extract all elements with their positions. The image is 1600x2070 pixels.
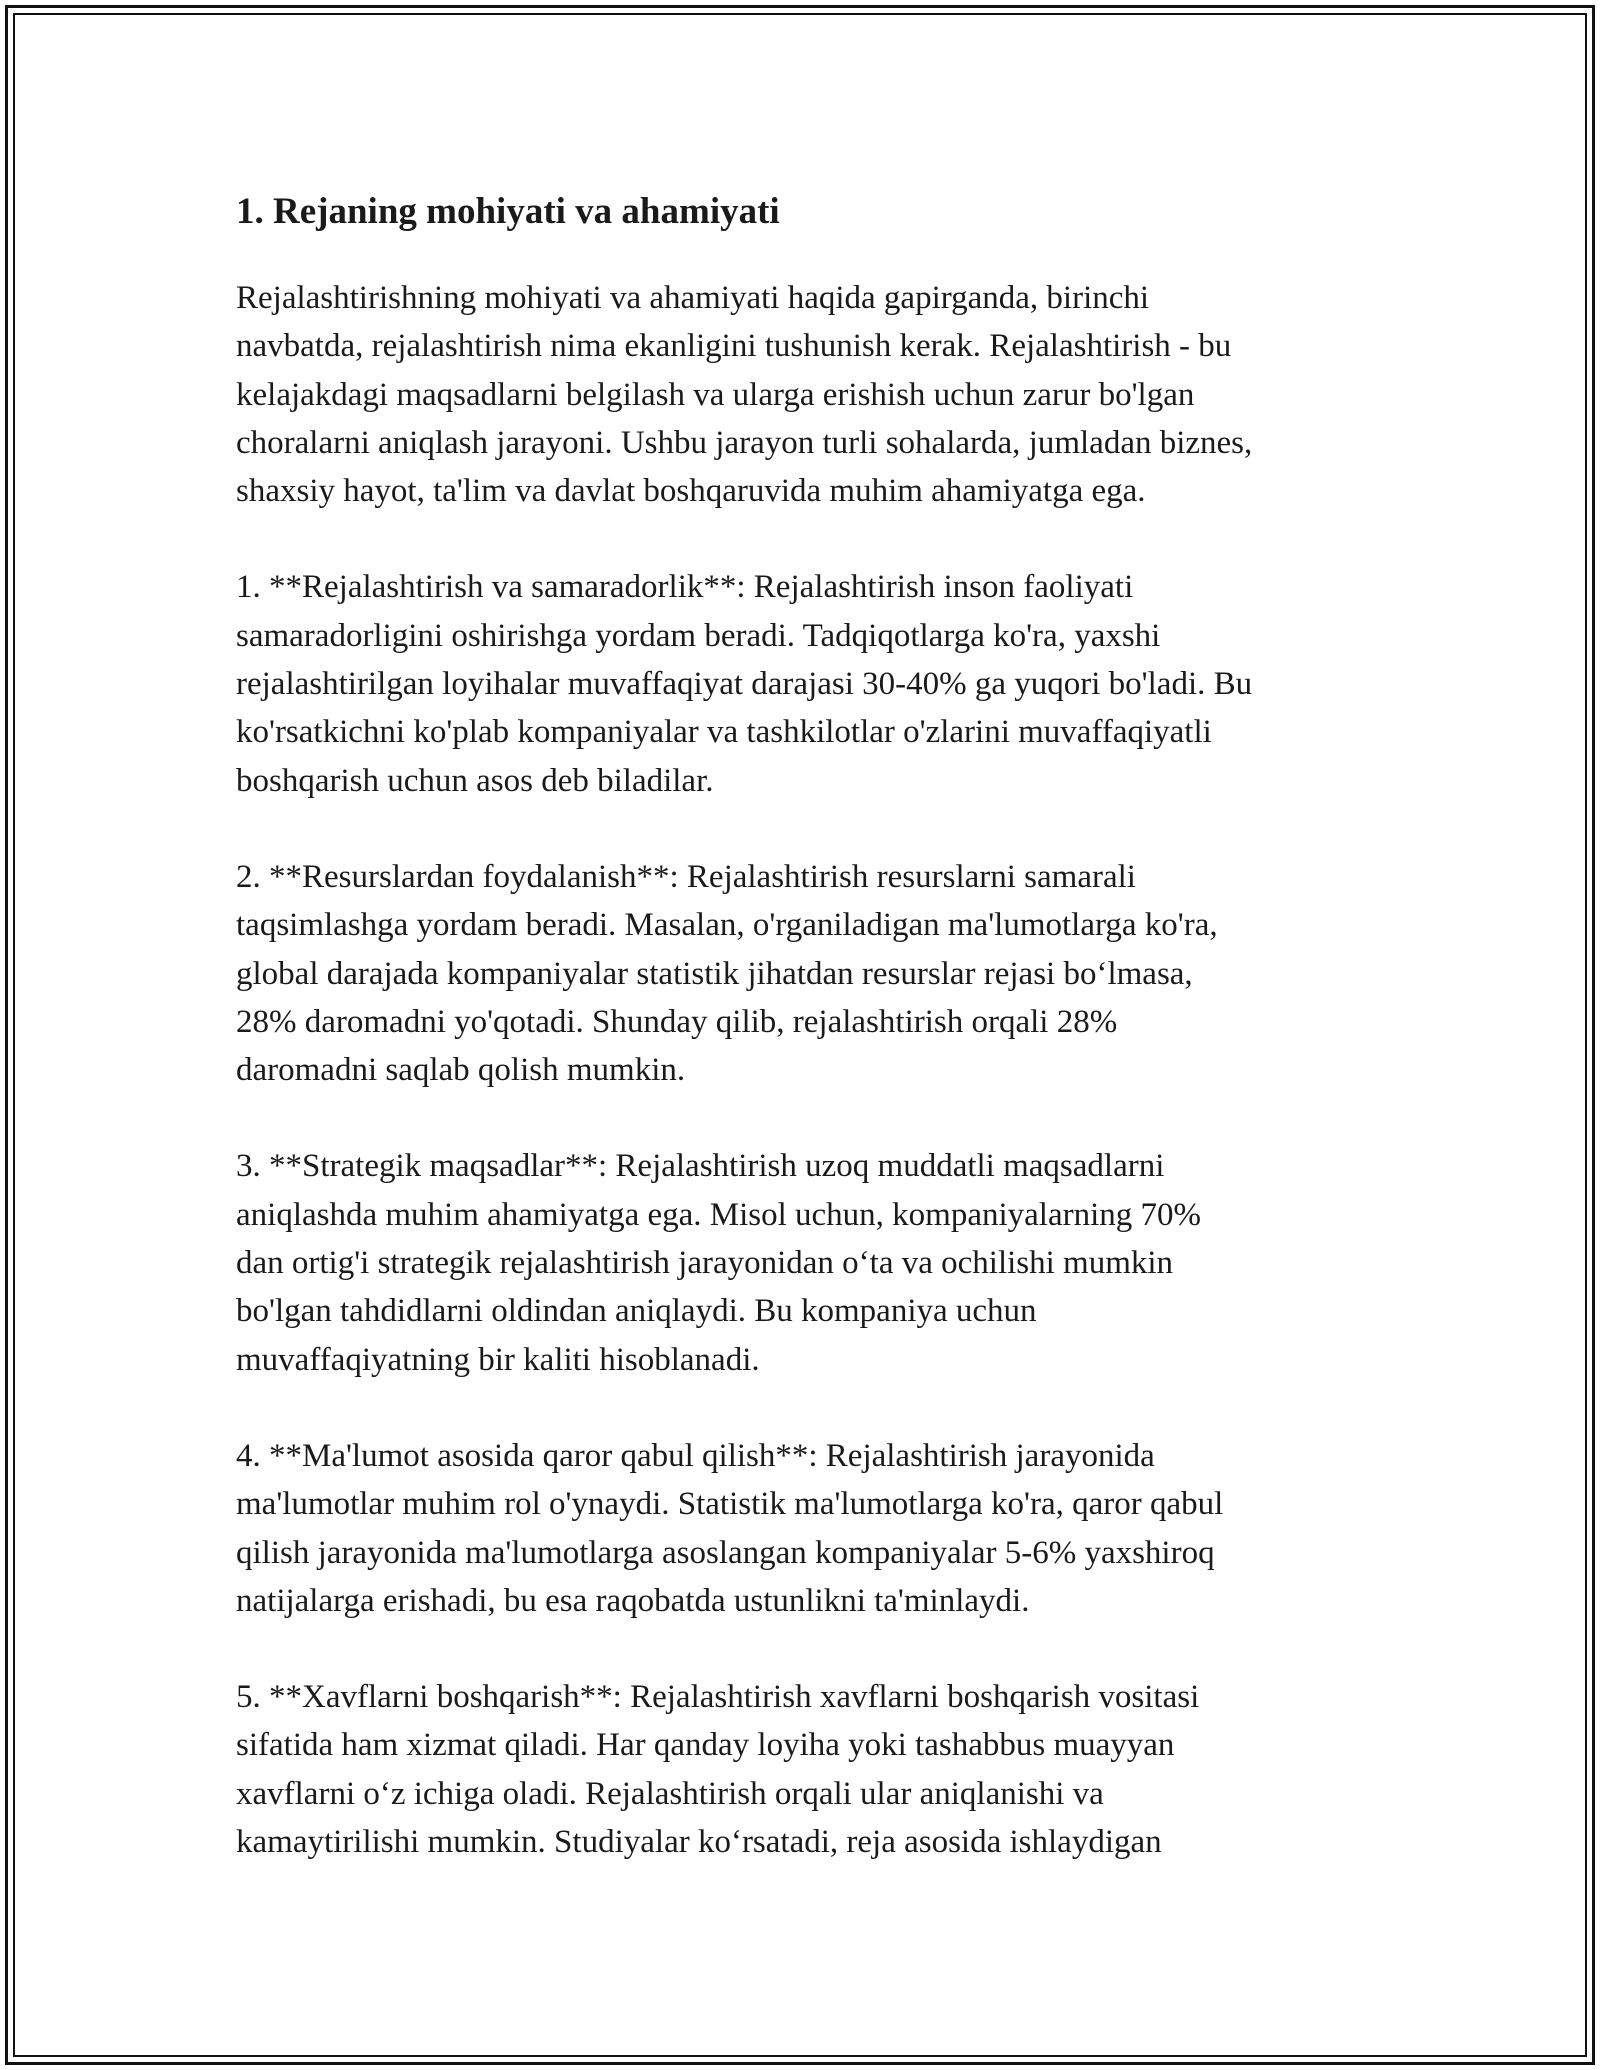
paragraph-line: natijalarga erishadi, bu esa raqobatda ustunlikni ta'minlaydi. bbox=[236, 1582, 1030, 1619]
paragraph-line: ko'rsatkichni ko'plab kompaniyalar va tashkilotlar o'zlarini muvaffaqiyatli bbox=[236, 714, 1212, 751]
paragraph-line: boshqarish uchun asos deb biladilar. bbox=[236, 762, 714, 799]
paragraph-line: 3. **Strategik maqsadlar**: Rejalashtirish uzoq muddatli maqsadlarni bbox=[236, 1148, 1165, 1185]
document-page bbox=[236, 180, 1376, 1914]
paragraph-line: 4. **Ma'lumot asosida qaror qabul qilish**: Rejalashtirish jarayonida bbox=[236, 1437, 1155, 1474]
paragraph-line: qilish jarayonida ma'lumotlarga asoslangan kompaniyalar 5-6% yaxshiroq bbox=[236, 1534, 1215, 1571]
list-item-1 bbox=[236, 563, 1376, 804]
paragraph-line: 2. **Resurslardan foydalanish**: Rejalashtirish resurslarni samarali bbox=[236, 858, 1136, 895]
paragraph-line: bo'lgan tahdidlarni oldindan aniqlaydi. Bu kompaniya uchun bbox=[236, 1293, 1037, 1330]
intro-paragraph bbox=[236, 274, 1376, 515]
paragraph-line: 1. **Rejalashtirish va samaradorlik**: Rejalashtirish inson faoliyati bbox=[236, 569, 1134, 606]
paragraph-line: xavflarni o‘z ichiga oladi. Rejalashtirish orqali ular aniqlanishi va bbox=[236, 1775, 1104, 1812]
paragraph-line: ma'lumotlar muhim rol o'ynaydi. Statistik ma'lumotlarga ko'ra, qaror qabul bbox=[236, 1486, 1224, 1523]
paragraph-line: navbatda, rejalashtirish nima ekanligini tushunish kerak. Rejalashtirish - bu bbox=[236, 328, 1232, 365]
paragraph-line: choralarni aniqlash jarayoni. Ushbu jarayon turli sohalarda, jumladan biznes, bbox=[236, 424, 1253, 461]
paragraph-line: rejalashtirilgan loyihalar muvaffaqiyat darajasi 30-40% ga yuqori bo'ladi. Bu bbox=[236, 666, 1253, 703]
list-item-2 bbox=[236, 853, 1376, 1094]
paragraph-line: 28% daromadni yo'qotadi. Shunday qilib, rejalashtirish orqali 28% bbox=[236, 1003, 1118, 1040]
paragraph-line: dan ortig'i strategik rejalashtirish jarayonidan o‘ta va ochilishi mumkin bbox=[236, 1245, 1174, 1282]
list-item-3 bbox=[236, 1142, 1376, 1383]
paragraph-line: global darajada kompaniyalar statistik jihatdan resurslar rejasi bo‘lmasa, bbox=[236, 955, 1193, 992]
paragraph-line: aniqlashda muhim ahamiyatga ega. Misol uchun, kompaniyalarning 70% bbox=[236, 1196, 1202, 1233]
paragraph-line: shaxsiy hayot, ta'lim va davlat boshqaruvida muhim ahamiyatga ega. bbox=[236, 473, 1146, 510]
paragraph-line: 5. **Xavflarni boshqarish**: Rejalashtirish xavflarni boshqarish vositasi bbox=[236, 1679, 1200, 1716]
paragraph-line: muvaffaqiyatning bir kaliti hisoblanadi. bbox=[236, 1341, 760, 1378]
paragraph-line: Rejalashtirishning mohiyati va ahamiyati haqida gapirganda, birinchi bbox=[236, 280, 1150, 316]
paragraph-line: samaradorligini oshirishga yordam beradi. Tadqiqotlarga ko'ra, yaxshi bbox=[236, 617, 1161, 654]
paragraph-line: sifatida ham xizmat qiladi. Har qanday loyiha yoki tashabbus muayyan bbox=[236, 1727, 1175, 1764]
paragraph-line: taqsimlashga yordam beradi. Masalan, o'rganiladigan ma'lumotlarga ko'ra, bbox=[236, 907, 1218, 944]
section-heading: 1. Rejaning mohiyati va ahamiyati bbox=[236, 191, 780, 232]
list-item-5 bbox=[236, 1673, 1376, 1866]
paragraph-line: daromadni saqlab qolish mumkin. bbox=[236, 1052, 686, 1089]
list-item-4 bbox=[236, 1432, 1376, 1625]
paragraph-line: kamaytirilishi mumkin. Studiyalar ko‘rsatadi, reja asosida ishlaydigan bbox=[236, 1824, 1162, 1861]
paragraph-line: kelajakdagi maqsadlarni belgilash va ularga erishish uchun zarur bo'lgan bbox=[236, 376, 1195, 413]
